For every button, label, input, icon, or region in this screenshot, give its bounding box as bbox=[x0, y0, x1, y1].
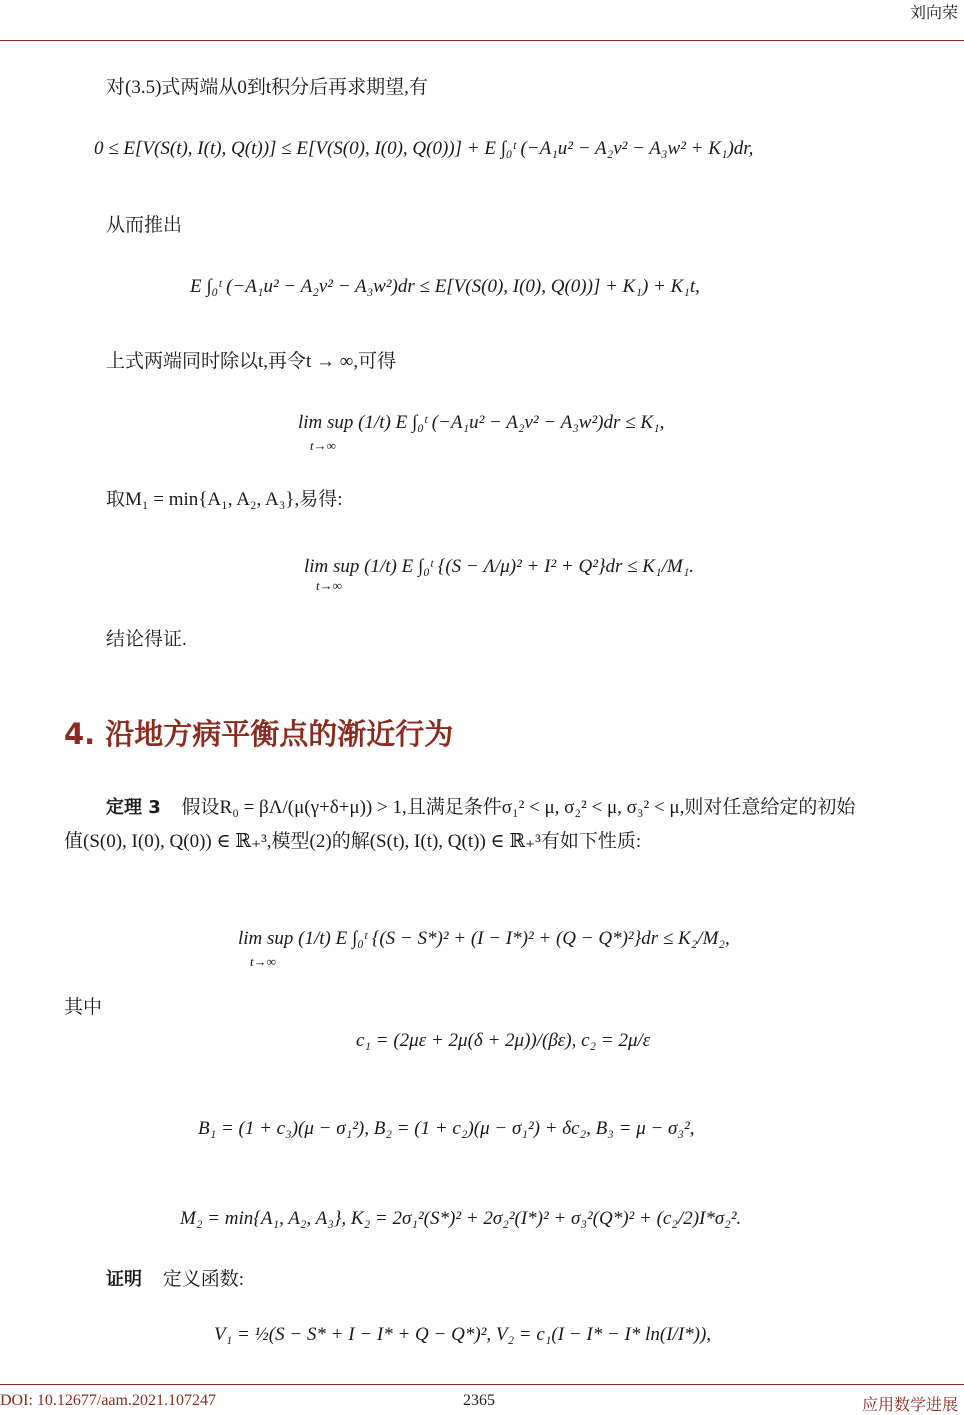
paragraph-divide: 上式两端同时除以t,再令t → ∞,可得 bbox=[106, 351, 397, 372]
footer-rule bbox=[0, 1384, 964, 1385]
paragraph-conclusion: 结论得证. bbox=[106, 629, 187, 650]
theorem-statement-1: 假设R₀ = βΛ/(μ(γ+δ+μ)) > 1,且满足条件σ₁² < μ, σ₂² < μ, σ₃² < μ,则对任意给定的初始 bbox=[181, 797, 856, 818]
equation-4: lim sup (1/t) E ∫₀ᵗ {(S − Λ/μ)² + I² + Q²}dr ≤ K₁/M₁. bbox=[304, 556, 695, 577]
theorem-label: 定理 3 bbox=[106, 797, 161, 818]
equation-5: lim sup (1/t) E ∫₀ᵗ {(S − S*)² + (I − I*)² + (Q − Q*)²}dr ≤ K₂/M₂, bbox=[238, 928, 730, 949]
equation-9: V₁ = ½(S − S* + I − I* + Q − Q*)², V₂ = c₁(I − I* − I* ln(I/I*)), bbox=[214, 1324, 712, 1345]
proof-text: 定义函数: bbox=[162, 1269, 245, 1290]
running-header-author: 刘向荣 bbox=[909, 5, 958, 22]
footer-page-number: 2365 bbox=[463, 1392, 495, 1409]
equation-4-limit-subscript: t→∞ bbox=[316, 578, 342, 593]
footer-journal: 应用数学进展 bbox=[861, 1397, 958, 1414]
equation-3-limit-subscript: t→∞ bbox=[310, 438, 336, 453]
paragraph-where: 其中 bbox=[64, 997, 103, 1018]
section-heading: 4. 沿地方病平衡点的渐近行为 bbox=[64, 717, 454, 751]
equation-1: 0 ≤ E[V(S(t), I(t), Q(t))] ≤ E[V(S(0), I(0), Q(0))] + E ∫₀ᵗ (−A₁u² − A₂v² − A₃w² + K₁)dr, bbox=[94, 138, 754, 159]
equation-3: lim sup (1/t) E ∫₀ᵗ (−A₁u² − A₂v² − A₃w²)dr ≤ K₁, bbox=[298, 412, 665, 433]
equation-8: M₂ = min{A₁, A₂, A₃}, K₂ = 2σ₁²(S*)² + 2σ₂²(I*)² + σ₃²(Q*)² + (c₂/2)I*σ₂². bbox=[180, 1208, 742, 1229]
equation-5-limit-subscript: t→∞ bbox=[250, 954, 276, 969]
proof-line bbox=[106, 1266, 244, 1294]
paragraph-integrate: 对(3.5)式两端从0到t积分后再求期望,有 bbox=[106, 77, 428, 98]
theorem-line-1 bbox=[106, 794, 855, 822]
equation-7: B₁ = (1 + c₃)(μ − σ₁²), B₂ = (1 + c₂)(μ − σ₁²) + δc₂, B₃ = μ − σ₃², bbox=[198, 1118, 695, 1139]
proof-label: 证明 bbox=[106, 1269, 142, 1290]
theorem-line-2: 值(S(0), I(0), Q(0)) ∈ ℝ₊³,模型(2)的解(S(t), I(t), Q(t)) ∈ ℝ₊³有如下性质: bbox=[64, 831, 642, 852]
equation-6: c₁ = (2με + 2μ(δ + 2μ))/(βε), c₂ = 2μ/ε bbox=[356, 1030, 651, 1051]
equation-2: E ∫₀ᵗ (−A₁u² − A₂v² − A₃w²)dr ≤ E[V(S(0), I(0), Q(0))] + K₁) + K₁t, bbox=[190, 276, 700, 297]
footer-doi: DOI: 10.12677/aam.2021.107247 bbox=[0, 1392, 216, 1409]
paragraph-deduce: 从而推出 bbox=[106, 215, 183, 236]
header-rule bbox=[0, 40, 964, 41]
paragraph-take-m1: 取M₁ = min{A₁, A₂, A₃},易得: bbox=[106, 489, 343, 510]
